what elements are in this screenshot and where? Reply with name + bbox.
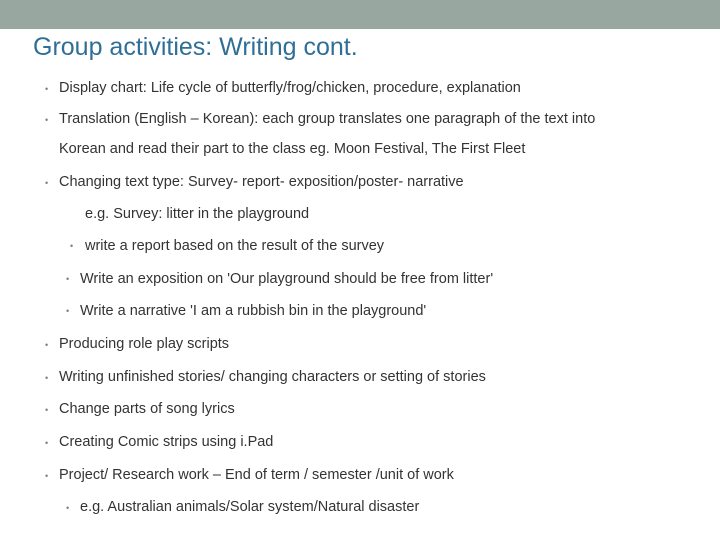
bullet: •: [66, 306, 70, 316]
bullet: •: [66, 274, 70, 284]
bullet: •: [45, 340, 49, 350]
bullet: •: [45, 373, 49, 383]
list-item: write a report based on the result of the survey: [85, 238, 385, 254]
bullet: •: [45, 84, 49, 94]
list-item: Project/ Research work – End of term / semester /unit of work: [59, 467, 454, 483]
list-item: Translation (English – Korean): each group translates one paragraph of the text into: [59, 111, 596, 127]
list-item: Creating Comic strips using i.Pad: [59, 434, 274, 450]
bullet: •: [45, 405, 49, 415]
list-item: e.g. Survey: litter in the playground: [85, 206, 310, 222]
top-bar: [0, 0, 720, 29]
bullet: •: [66, 503, 70, 513]
list-item: e.g. Australian animals/Solar system/Natural disaster: [80, 499, 420, 515]
bullet: •: [45, 471, 49, 481]
list-item: Producing role play scripts: [59, 336, 230, 352]
list-item: Write a narrative 'I am a rubbish bin in the playground': [80, 303, 427, 319]
bullet: •: [45, 115, 49, 125]
slide-title: Group activities: Writing cont.: [33, 33, 358, 61]
list-item: Change parts of song lyrics: [59, 401, 235, 417]
list-item: Korean and read their part to the class eg. Moon Festival, The First Fleet: [59, 141, 526, 157]
list-item: Write an exposition on 'Our playground should be free from litter': [80, 271, 494, 287]
list-item: Writing unfinished stories/ changing characters or setting of stories: [59, 369, 486, 385]
bullet: •: [45, 438, 49, 448]
bullet: •: [45, 178, 49, 188]
bullet: •: [70, 241, 74, 251]
list-item: Changing text type: Survey- report- exposition/poster- narrative: [59, 174, 464, 190]
list-item: Display chart: Life cycle of butterfly/frog/chicken, procedure, explanation: [59, 80, 521, 96]
